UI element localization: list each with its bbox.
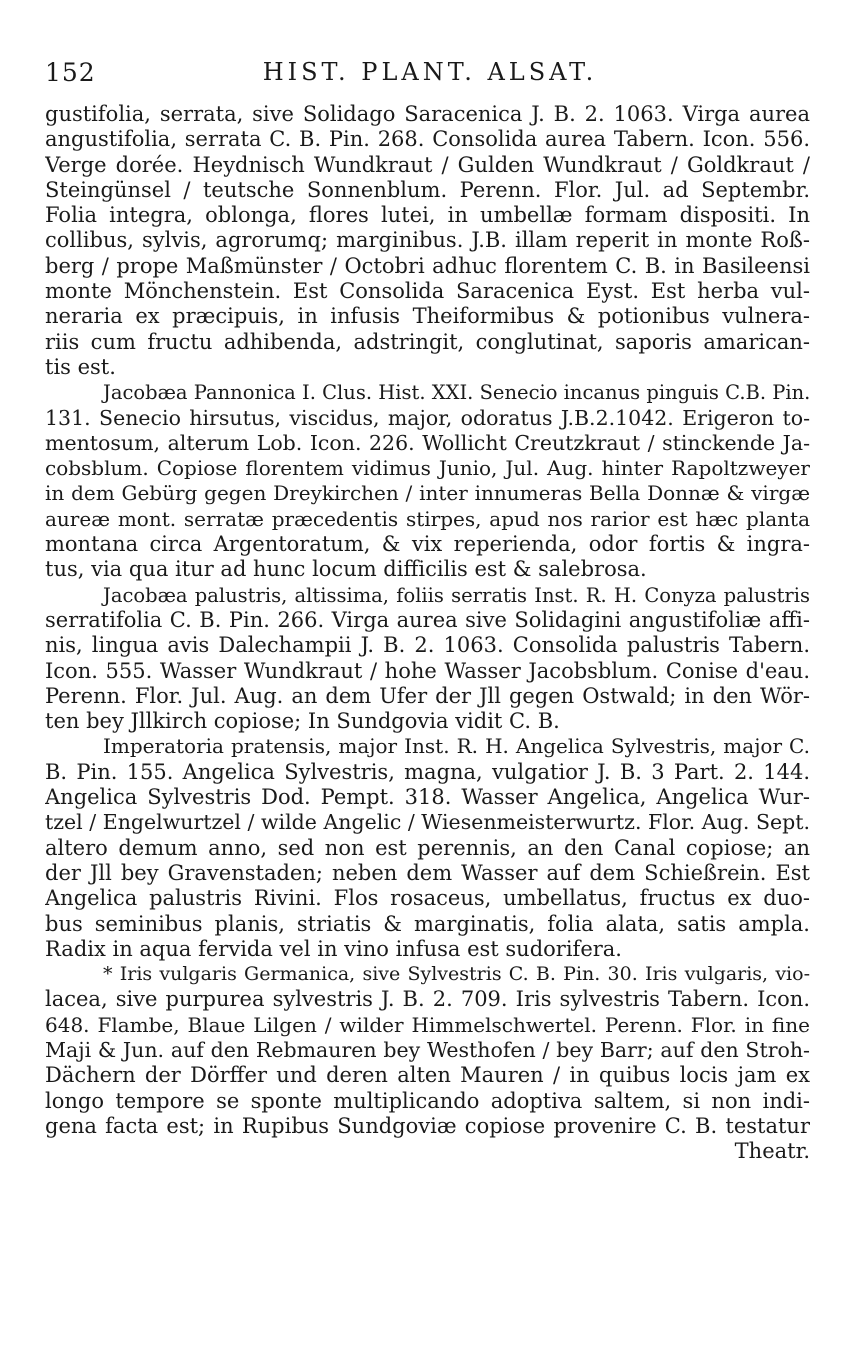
text-line: collibus, sylvis, agrorumq; marginibus. J.B. illam reperit in monte Roß- — [45, 228, 810, 253]
text-line: aureæ mont. serratæ præcedentis stirpes, apud nos rarior est hæc planta — [45, 506, 810, 531]
text-line: berg / prope Maßmünster / Octobri adhuc florentem C. B. in Basileensi — [45, 253, 810, 278]
text-line: nis, lingua avis Dalechampii J. B. 2. 1063. Consolida palustris Tabern. — [45, 633, 810, 658]
entry-heading-line: * Iris vulgaris Germanica, sive Sylvestris C. B. Pin. 30. Iris vulgaris, vio- — [103, 963, 810, 986]
page-number: 152 — [45, 58, 96, 87]
text-line: cobsblum. Copiose florentem vidimus Junio, Jul. Aug. hinter Rapoltzweyer — [45, 456, 810, 481]
text-line: Maji & Jun. auf den Rebmauren bey Westhofen / bey Barr; auf den Stroh- — [45, 1037, 810, 1062]
entry-heading-line: Imperatoria pratensis, major Inst. R. H. Angelica Sylvestris, major C. — [103, 734, 810, 759]
page-header — [45, 58, 815, 92]
text-line: Icon. 555. Wasser Wundkraut / hohe Wasser Jacobsblum. Conise d'eau. — [45, 658, 810, 683]
text-line: Verge dorée. Heydnisch Wundkraut / Gulden Wundkraut / Goldkraut / — [45, 152, 810, 177]
text-line: bus seminibus planis, striatis & marginatis, folia alata, satis ampla. — [45, 911, 810, 936]
text-line: der Jll bey Gravenstaden; neben dem Wasser auf dem Schießrein. Est — [45, 860, 810, 885]
text-line: gustifolia, serrata, sive Solidago Saracenica J. B. 2. 1063. Virga aurea — [45, 102, 810, 126]
text-line: gena facta est; in Rupibus Sundgoviæ copiose provenire C. B. testatur — [45, 1113, 810, 1138]
text-line: angustifolia, serrata C. B. Pin. 268. Consolida aurea Tabern. Icon. 556. — [45, 127, 810, 152]
text-line: Dächern der Dörffer und deren alten Mauren / in quibus locis jam ex — [45, 1063, 810, 1088]
text-line: mentosum, alterum Lob. Icon. 226. Wollicht Creutzkraut / stinckende Ja- — [45, 430, 810, 455]
text-line: tis est. — [45, 354, 116, 379]
running-title: HIST. PLANT. ALSAT. — [262, 58, 598, 86]
text-line: serratifolia C. B. Pin. 266. Virga aurea sive Solidagini angustifoliæ affi- — [45, 607, 810, 632]
text-line: longo tempore se sponte multiplicando adoptiva saltem, si non indi- — [45, 1088, 810, 1113]
body-text — [45, 102, 810, 1164]
text-line: in dem Gebürg gegen Dreykirchen / inter innumeras Bella Donnæ & virgæ — [45, 481, 810, 506]
text-line: riis cum fructu adhibenda, adstringit, conglutinat, saporis amarican- — [45, 329, 810, 354]
text-line: 648. Flambe, Blaue Lilgen / wilder Himmelschwertel. Perenn. Flor. in fine — [45, 1012, 810, 1037]
text-line: Angelica palustris Rivini. Flos rosaceus, umbellatus, fructus ex duo- — [45, 886, 810, 911]
text-line: Steingünsel / teutsche Sonnenblum. Perenn. Flor. Jul. ad Septembr. — [45, 177, 810, 202]
text-line: 131. Senecio hirsutus, viscidus, major, odoratus J.B.2.1042. Erigeron to- — [45, 405, 810, 430]
text-line: neraria ex præcipuis, in infusis Theiformibus & potionibus vulnera- — [45, 304, 810, 329]
text-line: altero demum anno, sed non est perennis, an den Canal copiose; an — [45, 835, 810, 860]
text-line: tus, via qua itur ad hunc locum difficilis est & salebrosa. — [45, 557, 647, 582]
text-line: Perenn. Flor. Jul. Aug. an dem Ufer der Jll gegen Ostwald; in den Wör- — [45, 683, 810, 708]
text-line: Radix in aqua fervida vel in vino infusa est sudorifera. — [45, 936, 622, 961]
catchword: Theatr. — [734, 1139, 810, 1164]
text-line: lacea, sive purpurea sylvestris J. B. 2. 709. Iris sylvestris Tabern. Icon. — [45, 987, 810, 1012]
text-line: monte Mönchenstein. Est Consolida Saracenica Eyst. Est herba vul- — [45, 279, 810, 304]
entry-heading-line: Jacobæa Pannonica I. Clus. Hist. XXI. Senecio incanus pinguis C.B. Pin. — [103, 381, 810, 405]
text-line: B. Pin. 155. Angelica Sylvestris, magna, vulgatior J. B. 3 Part. 2. 144. — [45, 759, 810, 784]
text-line: tzel / Engelwurtzel / wilde Angelic / Wiesenmeisterwurtz. Flor. Aug. Sept. — [45, 810, 810, 835]
text-line: Folia integra, oblonga, flores lutei, in umbellæ formam dispositi. In — [45, 203, 810, 228]
text-line: montana circa Argentoratum, & vix reperienda, odor fortis & ingra- — [45, 532, 810, 557]
entry-heading-line: Jacobæa palustris, altissima, foliis serratis Inst. R. H. Conyza palustris — [103, 583, 810, 607]
text-line: Angelica Sylvestris Dod. Pempt. 318. Wasser Angelica, Angelica Wur- — [45, 785, 810, 810]
text-line: ten bey Jllkirch copiose; In Sundgovia vidit C. B. — [45, 709, 560, 734]
